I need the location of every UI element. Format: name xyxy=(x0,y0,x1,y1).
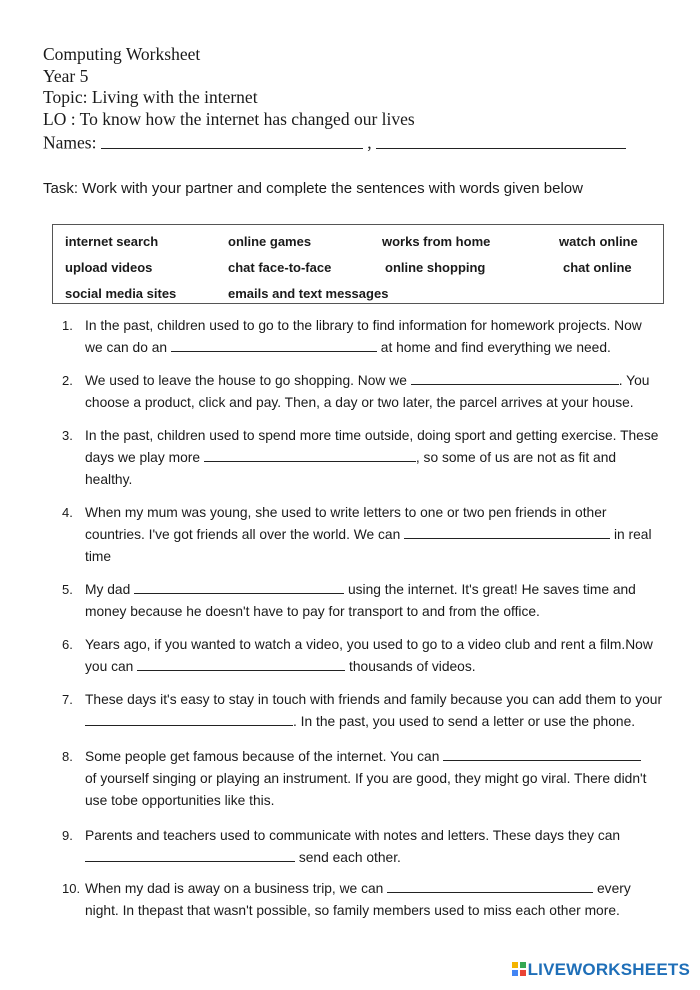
worksheet-title: Computing Worksheet xyxy=(43,44,201,64)
logo-square xyxy=(512,970,518,976)
question-text: choose a product, click and pay. Then, a day or two later, the parcel arrives at your house. xyxy=(85,395,634,410)
word-item: online shopping xyxy=(385,260,486,275)
question-text: thousands of videos. xyxy=(349,659,476,674)
logo-grid-svg xyxy=(512,962,526,976)
question-number: 3. xyxy=(62,428,73,443)
answer-blank[interactable] xyxy=(137,657,345,671)
question-text: My dad xyxy=(85,582,131,597)
question-text: healthy. xyxy=(85,472,133,487)
question-text: Years ago, if you wanted to watch a video, you used to go to a video club and rent a film.Now xyxy=(85,637,653,652)
answer-blank[interactable] xyxy=(85,712,293,726)
worksheet-header xyxy=(43,44,626,154)
question-number: 4. xyxy=(62,505,73,520)
question-number: 5. xyxy=(62,582,73,597)
word-bank xyxy=(52,224,664,304)
word-item: chat online xyxy=(563,260,632,275)
brand-name: LIVEWORKSHEETS xyxy=(527,960,690,979)
answer-blank[interactable] xyxy=(85,848,295,862)
liveworksheets-logo xyxy=(512,960,690,980)
logo-square xyxy=(520,970,526,976)
learning-objective: LO : To know how the internet has changed our lives xyxy=(43,108,415,129)
question-text: In the past, children used to go to the library to find information for homework projects. Now xyxy=(85,318,642,333)
question-text: Parents and teachers used to communicate with notes and letters. These days they can xyxy=(85,828,621,843)
answer-blank[interactable] xyxy=(443,747,641,761)
question-number: 6. xyxy=(62,637,73,652)
question-text: These days it's easy to stay in touch with friends and family because you can add them to your xyxy=(85,692,663,707)
question-text: in real xyxy=(613,527,652,542)
answer-blank[interactable] xyxy=(134,580,344,594)
question-number: 10. xyxy=(62,881,81,896)
question-number: 2. xyxy=(62,373,73,388)
question-text: we can do an xyxy=(85,340,168,355)
word-item: online games xyxy=(228,234,312,249)
names-separator: , xyxy=(367,132,372,153)
question-text: use tobe opportunities like this. xyxy=(85,793,275,808)
logo-square xyxy=(520,962,526,968)
name-blank-2[interactable] xyxy=(376,130,626,149)
question-number: 1. xyxy=(62,318,73,333)
question-text: Some people get famous because of the internet. You can xyxy=(85,749,440,764)
names-label: Names: xyxy=(43,132,97,153)
question-text: , so some of us are not as fit and xyxy=(415,450,617,465)
names-row xyxy=(43,130,626,154)
question-text: money because he doesn't have to pay for transport to and from the office. xyxy=(85,604,540,619)
word-item: chat face-to-face xyxy=(228,260,332,275)
question-text: every xyxy=(597,881,631,896)
question-text: of yourself singing or playing an instrument. If you are good, they might go viral. There didn't xyxy=(85,771,647,786)
question-text: When my dad is away on a business trip, we can xyxy=(85,881,384,896)
question-text: you can xyxy=(85,659,134,674)
word-item: works from home xyxy=(382,234,491,249)
answer-blank[interactable] xyxy=(204,448,416,462)
question-text: days we play more xyxy=(85,450,201,465)
question-text: night. In thepast that wasn't possible, so family members used to miss each other more. xyxy=(85,903,620,918)
logo-square xyxy=(512,962,518,968)
answer-blank[interactable] xyxy=(387,879,593,893)
year-label: Year 5 xyxy=(43,65,89,86)
logo-grid-icon xyxy=(512,961,526,975)
question-text: When my mum was young, she used to write letters to one or two pen friends in other xyxy=(85,505,607,520)
question-text: send each other. xyxy=(298,850,401,865)
word-item: social media sites xyxy=(65,286,177,301)
question-text: . In the past, you used to send a letter or use the phone. xyxy=(293,714,636,729)
word-item: internet search xyxy=(65,234,159,249)
question-text: In the past, children used to spend more time outside, doing sport and getting exercise. These xyxy=(85,428,659,443)
answer-blank[interactable] xyxy=(171,338,377,352)
task-instruction: Task: Work with your partner and complete the sentences with words given below xyxy=(43,180,583,197)
question-text: . You xyxy=(618,373,650,388)
word-item: upload videos xyxy=(65,260,153,275)
question-number: 7. xyxy=(62,692,73,707)
answer-blank[interactable] xyxy=(404,525,610,539)
question-number: 9. xyxy=(62,828,73,843)
name-blank-1[interactable] xyxy=(101,130,363,149)
question-text: We used to leave the house to go shopping. Now we xyxy=(85,373,407,388)
word-item: watch online xyxy=(559,234,638,249)
question-text: at home and find everything we need. xyxy=(380,340,611,355)
question-text: time xyxy=(85,549,112,564)
question-text: using the internet. It's great! He saves time and xyxy=(347,582,636,597)
question-text: countries. I've got friends all over the world. We can xyxy=(85,527,401,542)
word-item: emails and text messages xyxy=(228,286,389,301)
topic-label: Topic: Living with the internet xyxy=(43,87,258,107)
answer-blank[interactable] xyxy=(411,371,619,385)
question-number: 8. xyxy=(62,749,73,764)
